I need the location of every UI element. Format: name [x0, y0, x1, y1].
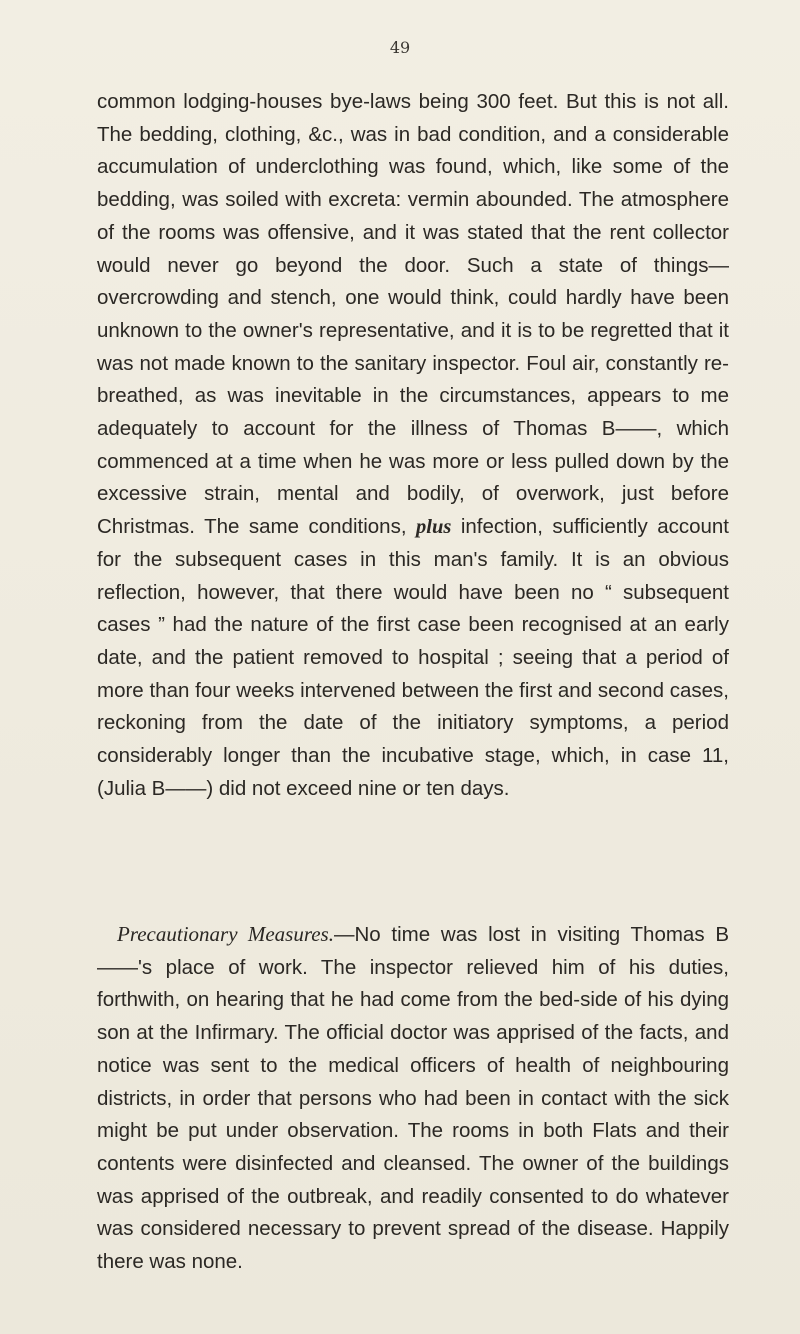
- italic-emphasis-plus: plus: [416, 516, 452, 539]
- paragraph-2-body: —No time was lost in visiting Thomas B——'s place of work. The inspector relieved him of his duties, forthwith, on hearing that he had come from the bed-side of his dying son at the Infirmary. The official doctor was apprised of the facts, and notice was sent to the medical officers of health of neighbouring districts, in order that persons who had been in contact with the sick might be put under observation. The rooms in both Flats and their contents were disinfected and cleansed. The owner of the buildings was apprised of the outbreak, and readily consented to do whatever was considered necessary to prevent spread of the disease. Happily there was none.: [97, 923, 729, 1274]
- paragraph-1-text: [97, 86, 729, 805]
- paragraph-2-text: [97, 918, 729, 1279]
- paragraph-1-part-a: common lodging-houses bye-laws being 300 feet. But this is not all. The bedding, clothing, &c., was in bad condition, and a considerable accumulation of underclothing was found, which, like some of the bedding, was soiled with excreta: vermin abounded. The atmosphere of the rooms was offensive, and it was stated that the rent collector would never go beyond the door. Such a state of things—overcrowding and stench, one would think, could hardly have been unknown to the owner's representative, and it is to be regretted that it was not made known to the sanitary inspector. Foul air, constantly re-breathed, as was inevitable in the circumstances, appears to me adequately to account for the illness of Thomas B——, which commenced at a time when he was more or less pulled down by the excessive strain, mental and bodily, of overwork, just before Christmas. The same conditions,: [97, 90, 729, 539]
- section-heading-precautionary-measures: Precautionary Measures.: [117, 922, 334, 946]
- body-paragraph-2: [97, 918, 729, 1279]
- page-number: 49: [389, 38, 411, 57]
- paragraph-1-part-b: infection, sufficiently account for the subsequent cases in this man's family. It is an obvious reflection, however, that there would have been no “ subsequent cases ” had the nature of the first case been recognised at an early date, and the patient removed to hospital ; seeing that a period of more than four weeks intervened between the first and second cases, reckoning from the date of the initiatory symptoms, a period considerably longer than the incubative stage, which, in case 11, (Julia B——) did not exceed nine or ten days.: [97, 515, 729, 800]
- body-paragraph-1: [97, 86, 729, 805]
